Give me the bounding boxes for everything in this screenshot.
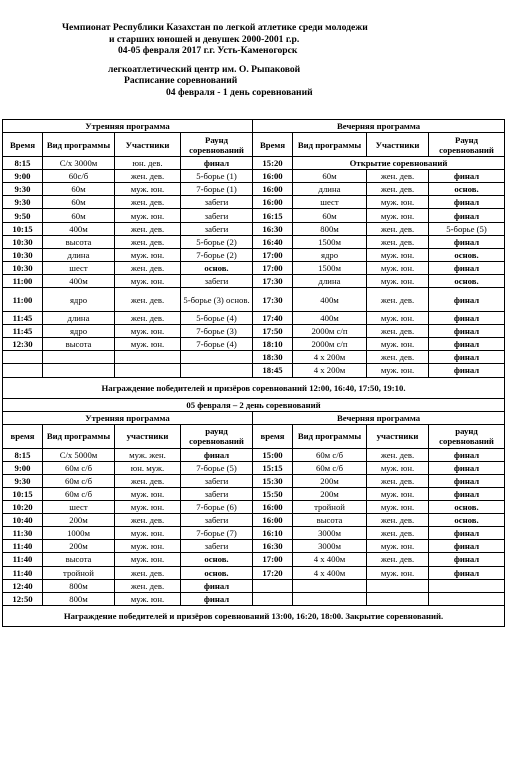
morning-round: финал [181,579,253,592]
morning-round: забеги [181,487,253,500]
evening-event-name: 60м с/б [293,461,367,474]
day1-evening-title: Вечерняя программа [253,120,505,133]
morning-event-name: шест [43,501,115,514]
venue: легкоатлетический центр им. О. Рыпаковой [108,63,301,75]
morning-event-time: 11:00 [3,288,43,312]
schedule-row [3,325,505,338]
morning-participants: жен. дев. [115,514,181,527]
evening-event-time: 16:00 [253,196,293,209]
morning-round: забеги [181,474,253,487]
morning-event-time: 10:30 [3,248,43,261]
morning-event-name: 60м с/б [43,487,115,500]
evening-round [429,592,505,605]
evening-round: финал [429,351,505,364]
morning-participants: жен. дев. [115,566,181,579]
morning-participants: муж. юн. [115,325,181,338]
morning-round: финал [181,157,253,170]
document-header [0,22,507,98]
evening-round: основ. [429,514,505,527]
morning-event-name: длина [43,248,115,261]
day1-awards: Награждение победителей и призёров соревнований 12:00, 16:40, 17:50, 19:10. [3,377,505,398]
championship-subtitle: и старших юношей и девушек 2000-2001 г.р. [109,33,300,45]
opening-ceremony: Открытие соревнований [293,157,505,170]
evening-participants: муж. юн. [367,487,429,500]
morning-event-name: высота [43,338,115,351]
schedule-row [3,248,505,261]
evening-participants: жен. дев. [367,474,429,487]
morning-round: 7-борье (2) [181,248,253,261]
morning-participants [115,351,181,364]
column-header: Время [253,133,293,157]
evening-participants [367,579,429,592]
evening-event-time: 15:00 [253,448,293,461]
morning-round: забеги [181,209,253,222]
morning-participants: муж. юн. [115,592,181,605]
evening-event-time: 15:15 [253,461,293,474]
evening-round: финал [429,325,505,338]
evening-round: финал [429,474,505,487]
evening-event-time: 16:15 [253,209,293,222]
schedule-row [3,170,505,183]
evening-event-name: 4 х 200м [293,351,367,364]
morning-participants: жен. дев. [115,235,181,248]
morning-round: 7-борье (4) [181,338,253,351]
morning-participants: муж. юн. [115,501,181,514]
evening-event-name: длина [293,274,367,287]
morning-participants: муж. юн. [115,527,181,540]
evening-event-name: ядро [293,248,367,261]
morning-event-name: шест [43,261,115,274]
evening-participants: жен. дев. [367,514,429,527]
evening-round: финал [429,553,505,566]
evening-participants: муж. юн. [367,364,429,377]
evening-participants: жен. дев. [367,170,429,183]
column-header: Раунд соревнований [181,133,253,157]
morning-round: 7-борье (6) [181,501,253,514]
event-time: 15:20 [253,157,293,170]
evening-participants: муж. юн. [367,501,429,514]
evening-event-name: 4 х 400м [293,566,367,579]
morning-event-name: 200м [43,514,115,527]
evening-round: финал [429,338,505,351]
morning-participants: жен. дев. [115,474,181,487]
evening-event-name: 3000м [293,527,367,540]
schedule-row [3,338,505,351]
morning-participants [115,364,181,377]
morning-event-name [43,351,115,364]
column-header: время [253,424,293,448]
morning-round: забеги [181,540,253,553]
schedule-row [3,157,505,170]
evening-event-time: 16:30 [253,540,293,553]
evening-event-name [293,579,367,592]
column-header: раунд соревнований [429,424,505,448]
day2-column-header-row [3,424,505,448]
morning-event-time: 10:20 [3,501,43,514]
schedule-row [3,183,505,196]
evening-event-name: 800м [293,222,367,235]
morning-round: 7-борье (1) [181,183,253,196]
morning-participants: юн. муж. [115,461,181,474]
morning-round: основ. [181,261,253,274]
morning-participants: жен. дев. [115,261,181,274]
evening-round: финал [429,540,505,553]
morning-event-time: 11:45 [3,312,43,325]
schedule-row [3,261,505,274]
morning-event-name: С/х 5000м [43,448,115,461]
evening-event-time: 17:30 [253,288,293,312]
morning-event-time: 11:40 [3,540,43,553]
morning-event-name: длина [43,312,115,325]
evening-event-name: 3000м [293,540,367,553]
evening-participants: жен. дев. [367,235,429,248]
morning-participants: муж. жен. [115,448,181,461]
morning-participants: муж. юн. [115,540,181,553]
morning-event-time: 10:15 [3,222,43,235]
morning-event-time: 11:45 [3,325,43,338]
schedule-row [3,592,505,605]
evening-round: финал [429,235,505,248]
morning-event-time: 12:40 [3,579,43,592]
evening-participants: жен. дев. [367,448,429,461]
schedule-row [3,351,505,364]
day1-column-header-row [3,133,505,157]
championship-title: Чемпионат Республики Казахстан по легкой атлетике среди молодежи [62,22,368,33]
morning-event-time [3,351,43,364]
morning-event-name: 400м [43,274,115,287]
morning-event-time: 11:30 [3,527,43,540]
evening-round: основ. [429,501,505,514]
schedule-row [3,487,505,500]
evening-round: финал [429,170,505,183]
evening-round: финал [429,487,505,500]
evening-event-time: 17:00 [253,261,293,274]
evening-participants: муж. юн. [367,312,429,325]
morning-participants: муж. юн. [115,338,181,351]
morning-participants: жен. дев. [115,170,181,183]
column-header: Вид программы [293,424,367,448]
evening-event-time [253,579,293,592]
day1-title: 04 февраля - 1 день соревнований [166,86,313,98]
schedule-row [3,312,505,325]
morning-round: 7-борье (5) [181,461,253,474]
evening-event-time: 16:40 [253,235,293,248]
morning-round: 7-борье (7) [181,527,253,540]
column-header: Участники [367,133,429,157]
evening-event-name: 60м с/б [293,448,367,461]
schedule-row [3,501,505,514]
evening-event-name: 2000м с/п [293,325,367,338]
schedule-row [3,553,505,566]
schedule-title: Расписание соревнований [124,75,238,86]
day2-awards: Награждение победителей и призёров соревнований 13:00, 16:20, 18:00. Закрытие соревнований. [3,605,505,626]
evening-participants: муж. юн. [367,261,429,274]
evening-round: основ. [429,248,505,261]
column-header: Вид программы [43,133,115,157]
evening-round: финал [429,566,505,579]
morning-participants: муж. юн. [115,553,181,566]
evening-event-name: 400м [293,312,367,325]
column-header: время [3,424,43,448]
day1-awards-row [3,377,505,398]
evening-event-name: 200м [293,474,367,487]
schedule-row [3,514,505,527]
morning-round: 7-борье (3) [181,325,253,338]
evening-event-time: 16:00 [253,514,293,527]
schedule-row [3,288,505,312]
morning-round [181,351,253,364]
evening-event-time: 18:30 [253,351,293,364]
evening-round: финал [429,448,505,461]
morning-event-time: 8:15 [3,448,43,461]
evening-event-time: 17:00 [253,248,293,261]
schedule-row [3,461,505,474]
morning-round: 5-борье (3) основ. [181,288,253,312]
evening-participants: муж. юн. [367,338,429,351]
morning-event-name: 60м с/б [43,461,115,474]
morning-round: финал [181,592,253,605]
column-header: Вид программы [293,133,367,157]
morning-event-time: 9:30 [3,474,43,487]
schedule-row [3,235,505,248]
morning-event-name: 60м [43,183,115,196]
evening-event-name: 60м [293,170,367,183]
evening-event-time: 17:50 [253,325,293,338]
evening-event-time [253,592,293,605]
schedule-row [3,527,505,540]
column-header: участники [367,424,429,448]
evening-event-name: 4 х 400м [293,553,367,566]
evening-participants: жен. дев. [367,325,429,338]
evening-round: финал [429,527,505,540]
morning-round: основ. [181,566,253,579]
schedule-row [3,196,505,209]
morning-event-time: 12:30 [3,338,43,351]
schedule-row [3,209,505,222]
morning-round: забеги [181,514,253,527]
evening-round: финал [429,312,505,325]
morning-participants: муж. юн. [115,487,181,500]
morning-participants: муж. юн. [115,183,181,196]
morning-event-time: 11:40 [3,566,43,579]
morning-event-name: ядро [43,325,115,338]
morning-event-time: 10:30 [3,261,43,274]
morning-event-name: 60м [43,196,115,209]
morning-participants: муж. юн. [115,248,181,261]
evening-participants: муж. юн. [367,566,429,579]
morning-participants: жен. дев. [115,579,181,592]
evening-event-time: 18:45 [253,364,293,377]
morning-round: 5-борье (4) [181,312,253,325]
day2-title: 05 февраля – 2 день соревнований [3,398,505,411]
evening-participants: жен. дев. [367,553,429,566]
schedule-row [3,274,505,287]
schedule-row [3,474,505,487]
evening-participants: жен. дев. [367,351,429,364]
morning-event-time: 10:40 [3,514,43,527]
morning-event-name: 200м [43,540,115,553]
evening-round: основ. [429,274,505,287]
schedule-table [2,119,505,627]
day2-awards-row [3,605,505,626]
evening-event-time: 16:10 [253,527,293,540]
morning-round [181,364,253,377]
morning-event-time: 9:50 [3,209,43,222]
evening-participants: жен. дев. [367,527,429,540]
column-header: Участники [115,133,181,157]
morning-round: забеги [181,274,253,287]
morning-round: 5-борье (2) [181,235,253,248]
morning-event-name: высота [43,553,115,566]
evening-round: 5-борье (5) [429,222,505,235]
morning-event-name [43,364,115,377]
evening-round: финал [429,261,505,274]
schedule-row [3,364,505,377]
morning-event-name: высота [43,235,115,248]
morning-participants: муж. юн. [115,274,181,287]
evening-participants: муж. юн. [367,461,429,474]
evening-round: финал [429,288,505,312]
evening-event-name: шест [293,196,367,209]
morning-participants: жен. дев. [115,312,181,325]
morning-event-time: 9:30 [3,196,43,209]
morning-event-time: 11:40 [3,553,43,566]
evening-round: финал [429,364,505,377]
dates-location: 04-05 февраля 2017 г.г. Усть-Каменогорск [118,45,298,56]
evening-event-time: 15:30 [253,474,293,487]
evening-round: основ. [429,183,505,196]
evening-event-name: 200м [293,487,367,500]
morning-event-time: 11:00 [3,274,43,287]
evening-event-time: 16:00 [253,183,293,196]
morning-round: финал [181,448,253,461]
schedule-row [3,448,505,461]
evening-event-name: 60м [293,209,367,222]
evening-event-name: длина [293,183,367,196]
evening-round: финал [429,196,505,209]
evening-event-name: 1500м [293,235,367,248]
evening-event-name: 2000м с/п [293,338,367,351]
evening-participants: жен. дев. [367,288,429,312]
evening-participants: муж. юн. [367,540,429,553]
morning-participants: жен. дев. [115,288,181,312]
morning-event-name: С/х 3000м [43,157,115,170]
evening-event-time: 17:20 [253,566,293,579]
evening-event-name: 4 х 200м [293,364,367,377]
evening-event-name: высота [293,514,367,527]
morning-event-time: 10:30 [3,235,43,248]
morning-participants: жен. дев. [115,222,181,235]
evening-event-time: 17:30 [253,274,293,287]
evening-round: финал [429,461,505,474]
day1-program-row [3,120,505,133]
morning-event-name: 60с/б [43,170,115,183]
day2-morning-title: Утренняя программа [3,411,253,424]
schedule-row [3,579,505,592]
evening-event-time: 16:00 [253,170,293,183]
evening-event-time: 17:00 [253,553,293,566]
morning-event-time: 9:30 [3,183,43,196]
morning-event-name: 800м [43,579,115,592]
evening-participants: муж. юн. [367,274,429,287]
morning-event-name: 60м с/б [43,474,115,487]
morning-event-time [3,364,43,377]
evening-participants [367,592,429,605]
morning-participants: юн. дев. [115,157,181,170]
schedule-row [3,222,505,235]
evening-event-name [293,592,367,605]
morning-round: забеги [181,222,253,235]
morning-round: основ. [181,553,253,566]
morning-event-name: тройной [43,566,115,579]
evening-event-time: 15:50 [253,487,293,500]
evening-participants: муж. юн. [367,196,429,209]
evening-participants: жен. дев. [367,222,429,235]
morning-round: забеги [181,196,253,209]
morning-event-name: 400м [43,222,115,235]
evening-participants: муж. юн. [367,248,429,261]
column-header: раунд соревнований [181,424,253,448]
evening-round: финал [429,209,505,222]
day2-evening-title: Вечерняя программа [253,411,505,424]
morning-event-name: 800м [43,592,115,605]
evening-event-time: 16:00 [253,501,293,514]
day2-program-row [3,411,505,424]
morning-event-name: ядро [43,288,115,312]
schedule-row [3,540,505,553]
evening-event-time: 18:10 [253,338,293,351]
morning-event-time: 8:15 [3,157,43,170]
column-header: Вид программы [43,424,115,448]
morning-round: 5-борье (1) [181,170,253,183]
evening-event-name: 400м [293,288,367,312]
evening-event-time: 17:40 [253,312,293,325]
column-header: Время [3,133,43,157]
day1-morning-title: Утренняя программа [3,120,253,133]
evening-event-name: тройной [293,501,367,514]
morning-event-time: 10:15 [3,487,43,500]
evening-round [429,579,505,592]
morning-event-time: 12:50 [3,592,43,605]
column-header: участники [115,424,181,448]
morning-event-name: 60м [43,209,115,222]
day2-title-row [3,398,505,411]
morning-event-name: 1000м [43,527,115,540]
morning-participants: жен. дев. [115,196,181,209]
evening-event-time: 16:30 [253,222,293,235]
evening-participants: жен. дев. [367,183,429,196]
column-header: Раунд соревнований [429,133,505,157]
morning-event-time: 9:00 [3,170,43,183]
schedule-row [3,566,505,579]
evening-event-name: 1500м [293,261,367,274]
evening-participants: муж. юн. [367,209,429,222]
morning-participants: муж. юн. [115,209,181,222]
morning-event-time: 9:00 [3,461,43,474]
